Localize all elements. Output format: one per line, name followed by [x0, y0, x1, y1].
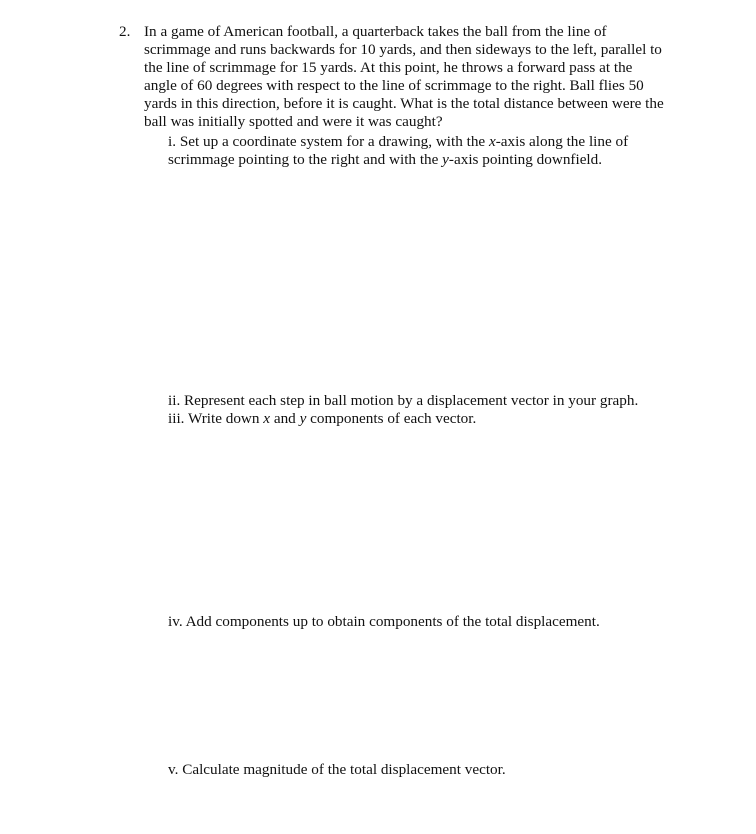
part-iii-y-var: y — [299, 410, 307, 427]
part-iii-text-b: and — [270, 410, 300, 427]
part-i-text-1b: -axis along the line of — [495, 133, 629, 150]
problem-line-4: angle of 60 degrees with respect to the line of scrimmage to the right. Ball flies 50 — [144, 77, 644, 94]
part-ii: ii. Represent each step in ball motion by a displacement vector in your graph. — [168, 392, 639, 409]
part-i-x-var: x — [488, 133, 496, 150]
part-i-text-2a: scrimmage pointing to the right and with the — [168, 151, 443, 168]
parts-ii-iii — [168, 392, 638, 428]
part-v-text: v. Calculate magnitude of the total displacement vector. — [168, 761, 506, 778]
part-iii — [168, 410, 638, 428]
problem-number: 2. — [119, 23, 131, 40]
part-iii-text-a: iii. Write down — [168, 410, 264, 427]
part-i-text-2b: -axis pointing downfield. — [448, 151, 603, 168]
part-iv — [168, 613, 600, 631]
problem-line-1: In a game of American football, a quarterback takes the ball from the line of — [144, 23, 607, 40]
problem-line-2: scrimmage and runs backwards for 10 yards, and then sideways to the left, parallel to — [144, 41, 662, 58]
part-iv-text: iv. Add components up to obtain components of the total displacement. — [168, 613, 600, 630]
problem-line-3: the line of scrimmage for 15 yards. At this point, he throws a forward pass at the — [144, 59, 633, 76]
part-i-text-1a: i. Set up a coordinate system for a drawing, with the — [168, 133, 489, 150]
part-iii-text-c: components of each vector. — [306, 410, 477, 427]
part-v — [168, 761, 506, 779]
problem-line-6: ball was initially spotted and were it was caught? — [144, 113, 443, 130]
part-i-line-1 — [168, 133, 628, 151]
part-i-y-var: y — [442, 151, 449, 168]
problem-line-5: yards in this direction, before it is caught. What is the total distance between were the — [144, 95, 664, 112]
part-i — [168, 133, 628, 169]
problem-statement — [144, 23, 704, 131]
part-iii-x-var: x — [263, 410, 271, 427]
part-i-line-2 — [168, 151, 628, 169]
